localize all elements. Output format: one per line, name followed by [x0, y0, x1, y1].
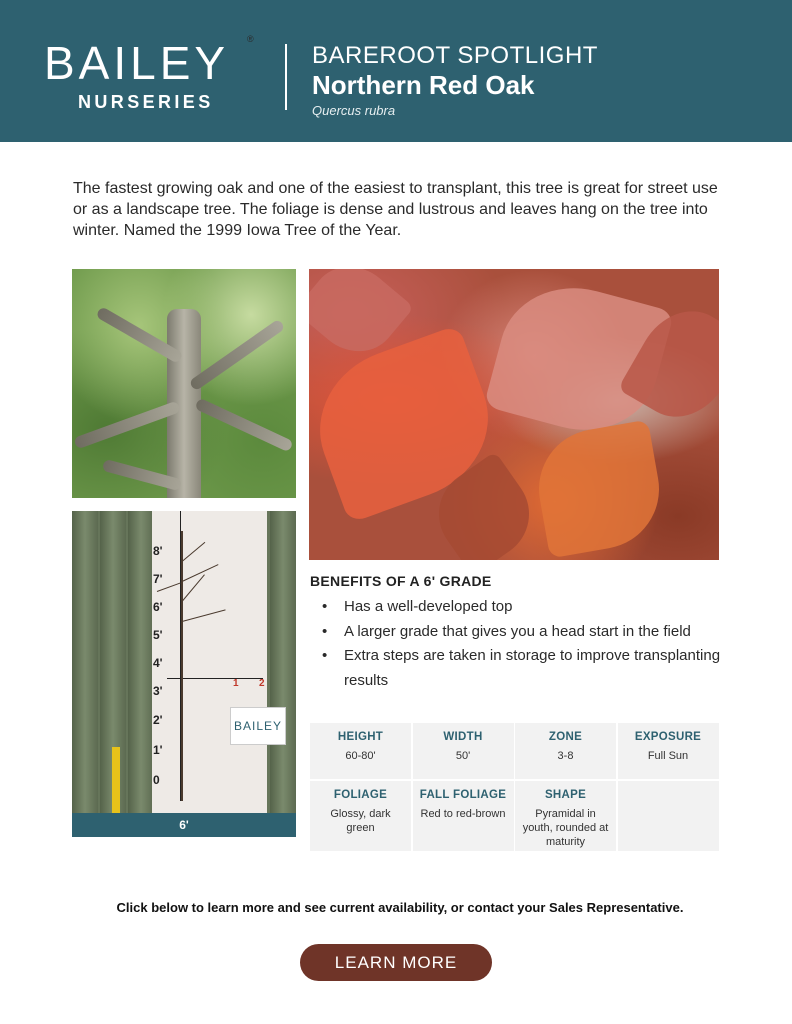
learn-more-button[interactable]: LEARN MORE — [300, 944, 492, 981]
header-banner — [0, 0, 792, 142]
spec-shape: SHAPE Pyramidal in youth, rounded at maturity — [515, 781, 616, 851]
logo-wordmark: BAILEY — [44, 37, 230, 89]
bullet: • — [322, 598, 328, 615]
list-item: • A larger grade that gives you a head start in the field — [322, 620, 722, 645]
bullet: • — [322, 647, 328, 664]
grade-label: 6' — [72, 813, 296, 837]
header-divider — [285, 44, 287, 110]
spec-width: WIDTH 50' — [413, 723, 514, 779]
spec-zone: ZONE 3-8 — [515, 723, 616, 779]
bailey-sign: BAILEY — [230, 707, 286, 745]
latin-name: Quercus rubra — [312, 103, 396, 118]
spec-exposure: EXPOSURE Full Sun — [618, 723, 719, 779]
plant-name: Northern Red Oak — [312, 70, 535, 100]
benefits-title: BENEFITS OF A 6' GRADE — [310, 573, 492, 589]
list-item: • Has a well-developed top — [322, 595, 722, 620]
tick-label: 0 — [153, 773, 160, 787]
tick-mark: 1 — [233, 678, 239, 689]
spec-height: HEIGHT 60-80' — [310, 723, 411, 779]
fall-leaves-photo — [309, 269, 719, 560]
spec-empty — [618, 781, 719, 851]
benefits-list — [322, 595, 722, 693]
tree-canopy-photo — [72, 269, 296, 498]
list-item: • Extra steps are taken in storage to improve transplanting results — [322, 644, 722, 693]
bullet: • — [322, 622, 328, 640]
intro-paragraph: The fastest growing oak and one of the easiest to transplant, this tree is great for street use or as a landscape tree. The foliage is dense and lustrous and leaves hang on the tree into winter. Named the 1999 Iowa Tree of the Year. — [73, 180, 718, 239]
tick-label: 6' — [153, 600, 163, 614]
tick-mark: 2 — [259, 678, 265, 689]
tick-label: 3' — [153, 684, 163, 698]
tick-label: 2' — [153, 713, 163, 727]
tick-label: 7' — [153, 572, 163, 586]
spec-fall-foliage: FALL FOLIAGE Red to red-brown — [413, 781, 514, 851]
tick-label: 4' — [153, 656, 163, 670]
tick-label: 1' — [153, 743, 163, 757]
specs-table — [310, 723, 718, 851]
logo-subtitle: NURSERIES — [78, 92, 214, 112]
spotlight-label: BAREROOT SPOTLIGHT — [312, 42, 598, 69]
spec-foliage: FOLIAGE Glossy, dark green — [310, 781, 411, 851]
tick-label: 5' — [153, 628, 163, 642]
tick-label: 8' — [153, 544, 163, 558]
registered-mark: ® — [247, 34, 254, 44]
grade-measurement-photo — [72, 511, 296, 813]
cta-text: Click below to learn more and see current availability, or contact your Sales Representative. — [116, 900, 684, 915]
bailey-logo[interactable] — [44, 37, 264, 113]
